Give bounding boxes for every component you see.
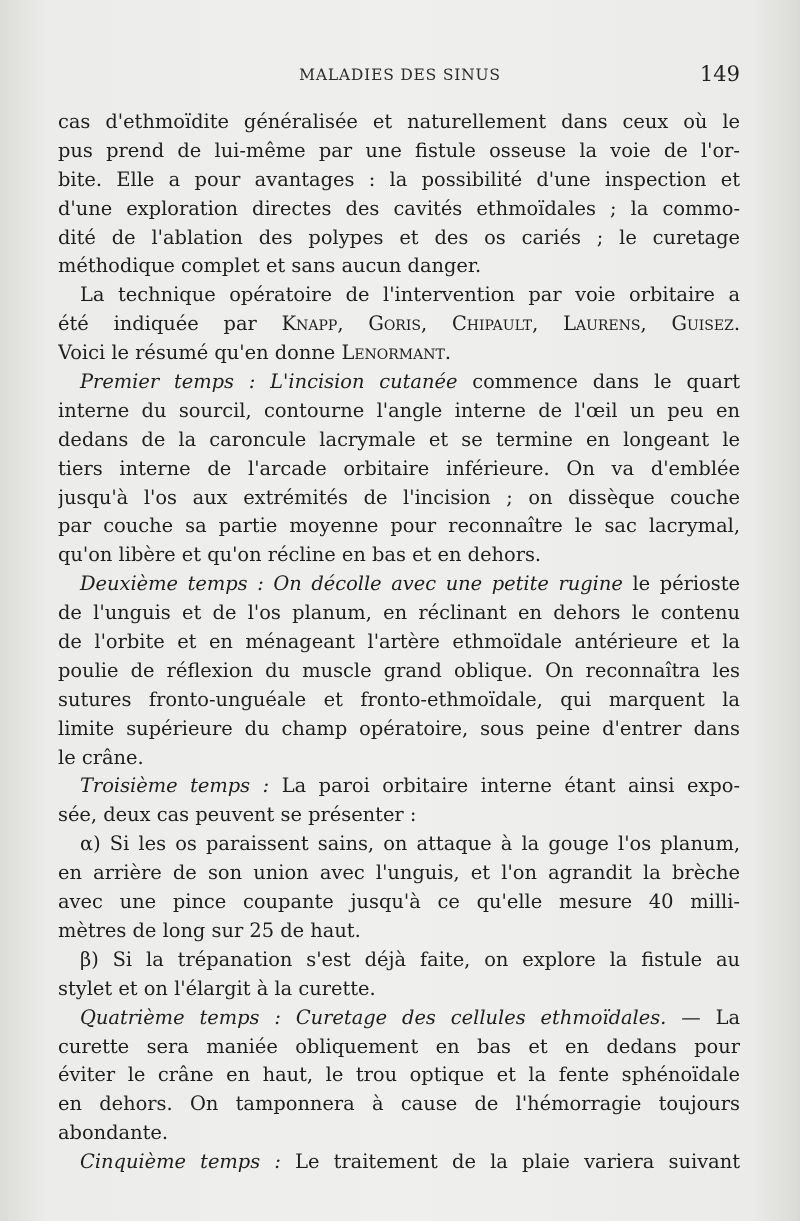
text-line <box>58 859 740 888</box>
text-segment: — La <box>666 1005 740 1029</box>
text-line <box>58 772 740 801</box>
text-segment: Chipault <box>451 312 533 336</box>
text-segment: bite. Elle a pour avantages : la possibilité d'une inspection et <box>58 167 740 191</box>
text-line <box>58 166 740 195</box>
text-segment: dedans de la caroncule lacrymale et se termine en longeant le <box>58 427 740 451</box>
text-segment: . <box>733 312 740 336</box>
text-segment: Le traitement de la plaie variera suivant <box>280 1150 740 1174</box>
text-segment: , <box>337 312 369 336</box>
text-segment: de l'orbite et en ménageant l'artère ethmoïdale antérieure et la <box>58 630 740 654</box>
text-segment: La technique opératoire de l'intervention par voie orbitaire a <box>80 283 740 307</box>
text-line <box>58 1119 740 1148</box>
text-segment: stylet et on l'élargit à la curette. <box>58 976 376 1000</box>
text-line <box>58 744 740 773</box>
text-line <box>58 570 740 599</box>
text-segment: limite supérieure du champ opératoire, sous peine d'entrer dans <box>58 716 740 740</box>
text-segment: par couche sa partie moyenne pour reconnaître le sac lacrymal, <box>58 514 740 538</box>
text-segment: Lenormant <box>341 341 445 365</box>
text-segment: Deuxième temps : On décolle avec une petite rugine <box>80 572 623 596</box>
text-line <box>58 1033 740 1062</box>
text-segment: en arrière de son union avec l'unguis, et l'on agrandit la brèche <box>58 861 740 885</box>
text-segment: , <box>420 312 452 336</box>
text-line <box>58 281 740 310</box>
text-segment: de l'unguis et de l'os planum, en réclinant en dehors le contenu <box>58 601 740 625</box>
text-segment: sée, deux cas peuvent se présenter : <box>58 803 417 827</box>
text-line <box>58 715 740 744</box>
text-line <box>58 426 740 455</box>
text-segment: Premier temps : L'incision cutanée <box>80 370 458 394</box>
text-segment: interne du sourcil, contourne l'angle interne de l'œil un peu en <box>58 398 740 422</box>
text-line <box>58 252 740 281</box>
page-number: 149 <box>699 62 740 86</box>
text-segment: qu'on libère et qu'on récline en bas et en dehors. <box>58 543 542 567</box>
text-line <box>58 1090 740 1119</box>
text-line <box>58 310 740 339</box>
text-line <box>58 1148 740 1177</box>
text-line <box>58 975 740 1004</box>
text-line <box>58 484 740 513</box>
text-segment: d'une exploration directes des cavités ethmoïdales ; la commo- <box>58 196 740 220</box>
text-line <box>58 339 740 368</box>
text-segment: été indiquée par <box>58 312 282 336</box>
text-line <box>58 224 740 253</box>
text-line <box>58 917 740 946</box>
text-segment: α) Si les os paraissent sains, on attaque à la gouge l'os planum, <box>80 832 740 856</box>
text-segment: avec une pince coupante jusqu'à ce qu'elle mesure 40 milli- <box>58 890 740 914</box>
text-segment: La paroi orbitaire interne étant ainsi expo- <box>269 774 740 798</box>
text-segment: pus prend de lui-même par une fistule osseuse la voie de l'or- <box>58 138 740 162</box>
text-segment: Knapp <box>281 312 338 336</box>
text-line <box>58 599 740 628</box>
text-segment: Troisième temps : <box>80 774 270 798</box>
text-segment: méthodique complet et sans aucun danger. <box>58 254 482 278</box>
running-title: MALADIES DES SINUS <box>299 66 501 84</box>
text-segment: Voici le résumé qu'en donne <box>58 341 342 365</box>
text-line <box>58 108 740 137</box>
text-line <box>58 195 740 224</box>
text-segment: sutures fronto-unguéale et fronto-ethmoïdale, qui marquent la <box>58 687 740 711</box>
text-line <box>58 397 740 426</box>
text-segment: Goris <box>368 312 421 336</box>
text-segment: en dehors. On tamponnera à cause de l'hémorragie toujours <box>58 1092 740 1116</box>
text-line <box>58 830 740 859</box>
text-segment: Laurens <box>563 312 641 336</box>
text-line <box>58 541 740 570</box>
text-line <box>58 1004 740 1033</box>
text-segment: dité de l'ablation des polypes et des os cariés ; le curetage <box>58 225 740 249</box>
text-segment: abondante. <box>58 1121 169 1145</box>
text-line <box>58 368 740 397</box>
text-segment: le crâne. <box>58 745 144 769</box>
text-segment: jusqu'à l'os aux extrémités de l'incision ; on dissèque couche <box>58 485 740 509</box>
text-line <box>58 137 740 166</box>
text-line <box>58 628 740 657</box>
text-segment: poulie de réflexion du muscle grand oblique. On reconnaîtra les <box>58 658 740 682</box>
text-line <box>58 946 740 975</box>
text-segment: commence dans le quart <box>457 370 740 394</box>
text-line <box>58 512 740 541</box>
text-segment: Cinquième temps : <box>80 1150 281 1174</box>
text-segment: mètres de long sur 25 de haut. <box>58 918 361 942</box>
page-header <box>60 62 740 92</box>
text-segment: , <box>532 312 564 336</box>
text-segment: le périoste <box>622 572 740 596</box>
text-line <box>58 657 740 686</box>
text-line <box>58 686 740 715</box>
text-segment: Guisez <box>671 312 734 336</box>
text-segment: cas d'ethmoïdite généralisée et naturellement dans ceux où le <box>58 110 740 133</box>
text-segment: curette sera maniée obliquement en bas et en dedans pour <box>58 1034 740 1058</box>
text-line <box>58 455 740 484</box>
text-line <box>58 801 740 830</box>
text-segment: β) Si la trépanation s'est déjà faite, on explore la fistule au <box>80 947 740 971</box>
body-text <box>58 108 740 1177</box>
text-segment: Quatrième temps : Curetage des cellules ethmoïdales. <box>80 1005 667 1029</box>
text-line <box>58 1061 740 1090</box>
text-segment: tiers interne de l'arcade orbitaire inférieure. On va d'emblée <box>58 456 740 480</box>
text-segment: éviter le crâne en haut, le trou optique et la fente sphénoïdale <box>58 1063 740 1087</box>
text-segment: , <box>640 312 672 336</box>
text-line <box>58 888 740 917</box>
text-segment: . <box>444 341 452 365</box>
